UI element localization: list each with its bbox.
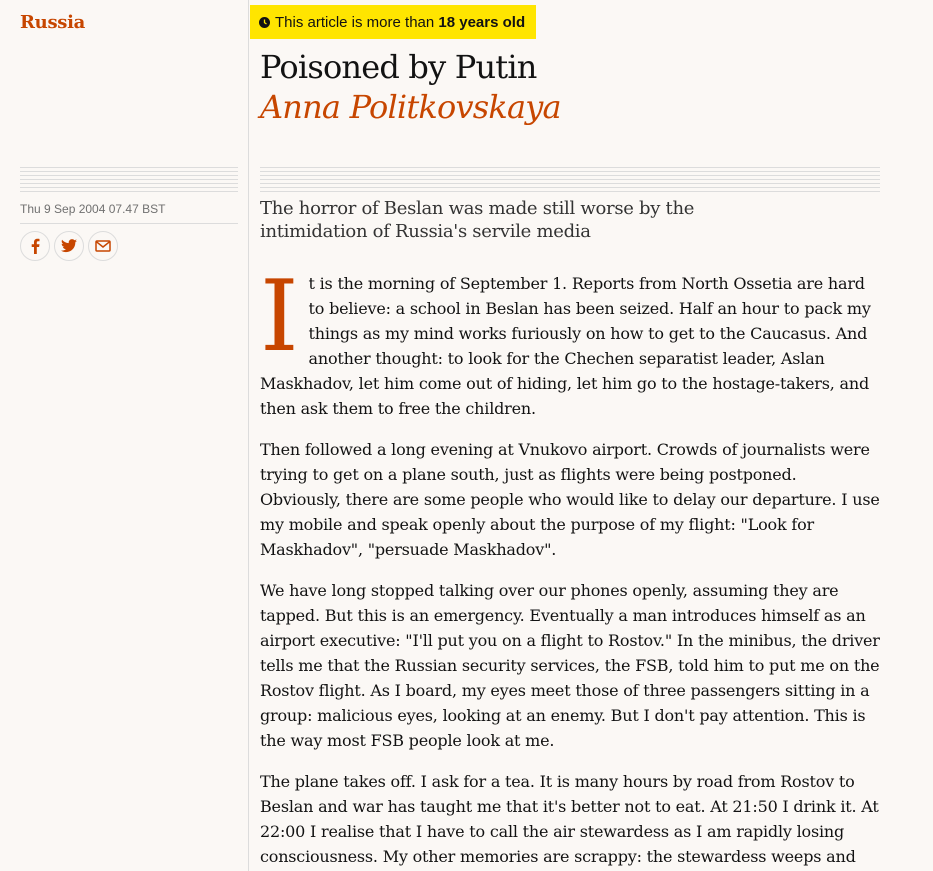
age-badge-text: This article is more than 18 years old [275, 13, 526, 31]
left-column [0, 0, 249, 871]
email-icon [95, 240, 111, 252]
share-buttons [20, 231, 118, 261]
article-paragraph: Then followed a long evening at Vnukovo airport. Crowds of journalists were trying to get on a plane south, just as flights were being postponed. Obviously, there are some people who would like to delay our departure. I use my mobile and speak openly about the purpose of my flight: "Look for Maskhadov", "persuade Maskhadov". [260, 440, 880, 559]
article-paragraph: It is the morning of September 1. Reports from North Ossetia are hard to believe: a school in Beslan has been seized. Half an hour to pack my things as my mind works furiously on how to get to the Caucasus. And another thought: to look for the Chechen separatist leader, Aslan Maskhadov, let him come out of hiding, let him go to the hostage-takers, and then ask them to free the children. [260, 260, 871, 418]
dateline: Thu 9 Sep 2004 07.47 BST [20, 202, 166, 216]
share-facebook-button[interactable] [20, 231, 50, 261]
article-age-badge [250, 5, 536, 39]
article-paragraph: We have long stopped talking over our phones openly, assuming they are tapped. But this is an emergency. Eventually a man introduces himself as an airport executive: "I'll put you on a flight to Rostov." In the minibus, the driver tells me that the Russian security services, the FSB, told him to put me on the Rostov flight. As I board, my eyes meet those of three passengers sitting in a group: malicious eyes, looking at an enemy. But I don't pay attention. This is the way most FSB people look at me. [260, 581, 880, 750]
main-rule-lines [260, 167, 880, 192]
divider [20, 223, 238, 224]
left-rule-lines [20, 167, 238, 192]
section-link-russia[interactable]: Russia [20, 12, 86, 33]
drop-cap: I [260, 260, 299, 374]
byline-author-link[interactable]: Anna Politkovskaya [260, 88, 561, 126]
standfirst: The horror of Beslan was made still worse by the intimidation of Russia's servile media [260, 198, 695, 242]
headline: Poisoned by Putin [260, 48, 537, 86]
article-body [260, 260, 880, 871]
facebook-icon [29, 238, 41, 254]
clock-icon [259, 17, 270, 28]
twitter-icon [61, 239, 77, 253]
share-email-button[interactable] [88, 231, 118, 261]
share-twitter-button[interactable] [54, 231, 84, 261]
article-paragraph: The plane takes off. I ask for a tea. It is many hours by road from Rostov to Beslan and war has taught me that it's better not to eat. At 21:50 I drink it. At 22:00 I realise that I have to call the air stewardess as I am rapidly losing consciousness. My other memories are scrappy: the stewardess weeps and [260, 772, 879, 866]
